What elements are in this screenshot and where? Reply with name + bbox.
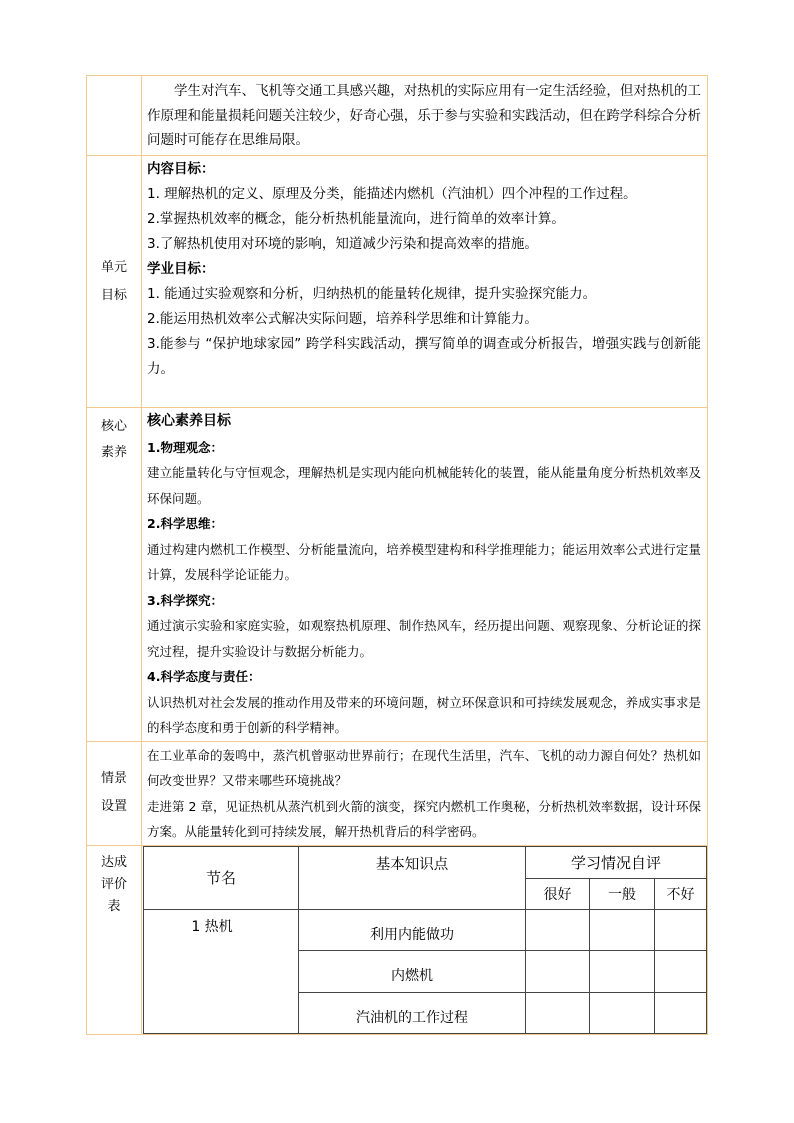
scenario-label-line2: 设置 <box>100 799 127 814</box>
col-header-selfeval: 学习情况自评 <box>526 846 707 878</box>
unit-goals-content <box>142 156 708 408</box>
knowledge-point-cell: 利用内能做功 <box>299 909 526 950</box>
rating-cell-poor[interactable] <box>655 909 707 950</box>
rating-cell-very-good[interactable] <box>526 909 590 950</box>
core-literacy-row <box>87 408 708 742</box>
academic-goal-item: 3.能参与 “保护地球家园” 跨学科实践活动，撰写简单的调查或分析报告，增强实践与创新能力。 <box>147 336 701 377</box>
self-evaluation-table <box>143 846 707 1034</box>
evaluation-label-line2: 评价 <box>100 876 127 892</box>
student-analysis-text: 学生对汽车、飞机等交通工具感兴趣，对热机的实际应用有一定生活经验，但对热机的工作原理和能量损耗问题关注较少，好奇心强，乐于参与实验和实践活动，但在跨学科综合分析问题时可能存在思维局限。 <box>147 83 701 148</box>
literacy-item-title: 3.科学探究： <box>147 592 223 608</box>
knowledge-point-cell: 汽油机的工作过程 <box>299 992 526 1033</box>
core-literacy-label-line1: 核心 <box>100 419 127 434</box>
core-literacy-label <box>87 408 142 742</box>
academic-goals-heading: 学业目标： <box>147 261 215 277</box>
section-name-cell: 1 热机 <box>144 909 299 1033</box>
rating-cell-poor[interactable] <box>655 950 707 992</box>
content-goals-heading: 内容目标： <box>147 161 215 177</box>
evaluation-label <box>87 845 142 1034</box>
level-very-good: 很好 <box>526 878 590 909</box>
student-analysis-label <box>87 76 142 156</box>
rating-cell-poor[interactable] <box>655 992 707 1033</box>
rating-cell-very-good[interactable] <box>526 950 590 992</box>
rating-cell-average[interactable] <box>590 950 655 992</box>
rating-cell-average[interactable] <box>590 992 655 1033</box>
col-header-knowledge: 基本知识点 <box>299 846 526 909</box>
student-analysis-row <box>87 76 708 156</box>
evaluation-label-line1: 达成 <box>100 854 127 870</box>
col-header-section: 节名 <box>144 846 299 909</box>
knowledge-point-cell: 内燃机 <box>299 950 526 992</box>
literacy-item-title: 4.科学态度与责任： <box>147 669 261 684</box>
scenario-paragraph: 在工业革命的轰鸣中，蒸汽机曾驱动世界前行；在现代生活里，汽车、飞机的动力源自何处？热机如何改变世界？又带来哪些环境挑战？ <box>147 747 701 788</box>
eval-header-row <box>144 846 707 878</box>
unit-goals-label <box>87 156 142 408</box>
literacy-item-title: 2.科学思维： <box>147 516 223 531</box>
core-literacy-heading: 核心素养目标 <box>147 413 231 429</box>
content-goal-item: 2.掌握热机效率的概念，能分析热机能量流向，进行简单的效率计算。 <box>147 211 565 227</box>
literacy-item-text: 认识热机对社会发展的推动作用及带来的环境问题，树立环保意识和可持续发展观念，养成实事求是的科学态度和勇于创新的科学精神。 <box>147 694 701 735</box>
content-goal-item: 3.了解热机使用对环境的影响，知道减少污染和提高效率的措施。 <box>147 236 538 252</box>
academic-goal-item: 2.能运用热机效率公式解决实际问题，培养科学思维和计算能力。 <box>147 311 538 327</box>
unit-goals-row <box>87 156 708 408</box>
scenario-paragraph: 走进第 2 章，见证热机从蒸汽机到火箭的演变，探究内燃机工作奥秘，分析热机效率数据，设计环保方案。从能量转化到可持续发展，解开热机背后的科学密码。 <box>147 798 701 839</box>
scenario-row <box>87 741 708 845</box>
level-average: 一般 <box>590 878 655 909</box>
literacy-item-text: 通过构建内燃机工作模型、分析能量流向，培养模型建构和科学推理能力；能运用效率公式进行定量计算，发展科学论证能力。 <box>147 541 701 582</box>
level-poor: 不好 <box>655 878 707 909</box>
unit-goals-label-line1: 单元 <box>100 259 127 275</box>
rating-cell-very-good[interactable] <box>526 992 590 1033</box>
lesson-plan-table <box>86 75 708 1035</box>
eval-row <box>144 909 707 950</box>
student-analysis-content <box>142 76 708 156</box>
unit-goals-label-line2: 目标 <box>100 287 127 303</box>
core-literacy-content <box>142 408 708 742</box>
scenario-label <box>87 741 142 845</box>
literacy-item-text: 通过演示实验和家庭实验，如观察热机原理、制作热风车，经历提出问题、观察现象、分析论证的探究过程，提升实验设计与数据分析能力。 <box>147 618 701 659</box>
scenario-label-line1: 情景 <box>100 771 127 786</box>
academic-goal-item: 1. 能通过实验观察和分析，归纳热机的能量转化规律，提升实验探究能力。 <box>147 286 597 302</box>
evaluation-row <box>87 845 708 1034</box>
evaluation-label-line3: 表 <box>107 898 121 914</box>
core-literacy-label-line2: 素养 <box>100 445 127 460</box>
scenario-content <box>142 741 708 845</box>
rating-cell-average[interactable] <box>590 909 655 950</box>
evaluation-content <box>142 845 708 1034</box>
content-goal-item: 1. 理解热机的定义、原理及分类，能描述内燃机（汽油机）四个冲程的工作过程。 <box>147 186 637 202</box>
literacy-item-text: 建立能量转化与守恒观念，理解热机是实现内能向机械能转化的装置，能从能量角度分析热机效率及环保问题。 <box>147 465 701 506</box>
literacy-item-title: 1.物理观念： <box>147 439 223 455</box>
